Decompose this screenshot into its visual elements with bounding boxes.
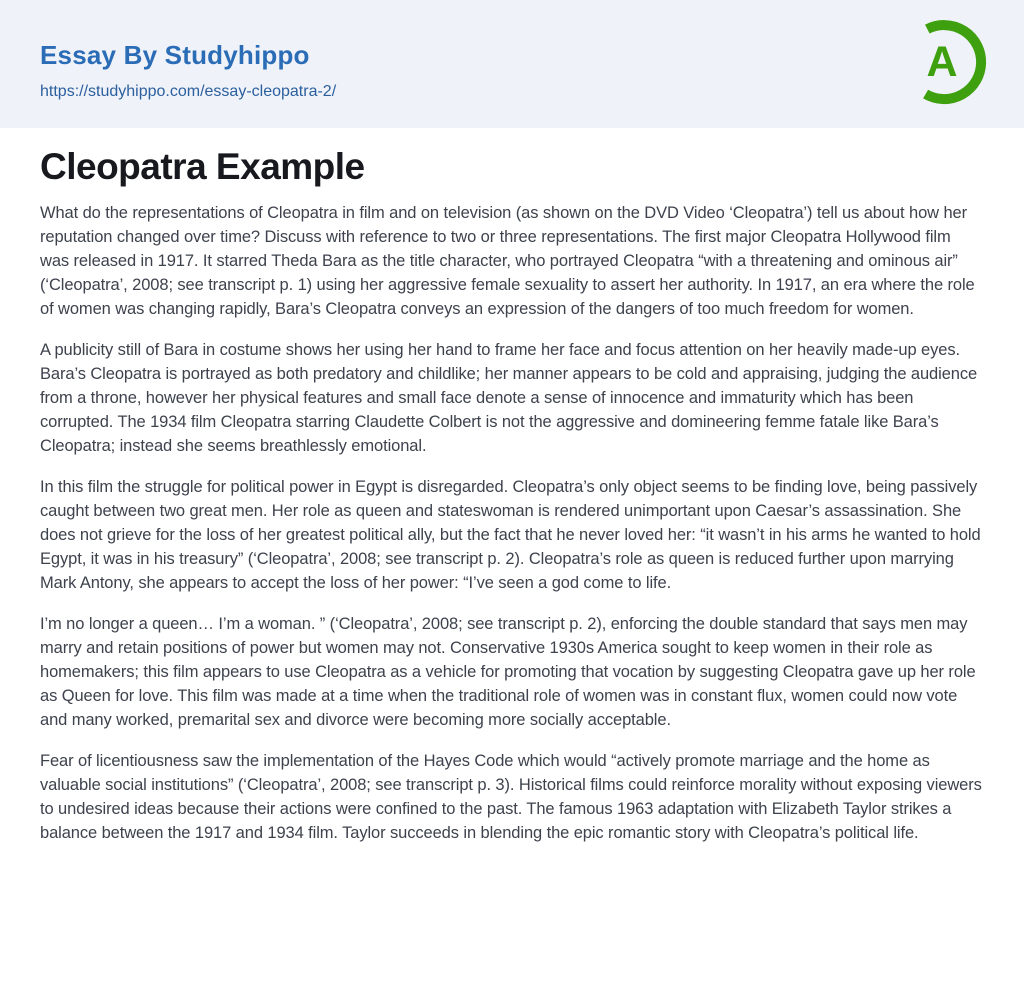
source-url-link[interactable]: https://studyhippo.com/essay-cleopatra-2/: [40, 83, 337, 100]
header-text: [40, 40, 336, 101]
studyhippo-logo: [901, 19, 987, 105]
essay-paragraph-4: I’m no longer a queen… I’m a woman. ” (‘Cleopatra’, 2008; see transcript p. 2), enforcing the double standard that says men may marry and retain positions of power but women may not. Conservative 1930s America sought to keep women in their role as homemakers; this film appears to use Cleopatra as a vehicle for promoting that vocation by suggesting Cleopatra gave up her role as Queen for love. This film was made at a time when the traditional role of women was in constant flux, women could now vote and many worked, premarital sex and divorce were becoming more socially acceptable.: [40, 615, 976, 729]
site-header: [0, 0, 1024, 128]
page-title: Cleopatra Example: [40, 146, 365, 187]
essay-paragraph-5: Fear of licentiousness saw the implementation of the Hayes Code which would “actively promote marriage and the home as valuable social institutions” (‘Cleopatra’, 2008; see transcript p. 3). Historical films could reinforce morality without exposing viewers to undesired ideas because their actions were confined to the past. The famous 1963 adaptation with Elizabeth Taylor strikes a balance between the 1917 and 1934 film. Taylor succeeds in blending the epic romantic story with Cleopatra’s political life.: [40, 752, 982, 842]
essay-paragraph-2: A publicity still of Bara in costume shows her using her hand to frame her face and focus attention on her heavily made-up eyes. Bara’s Cleopatra is portrayed as both predatory and childlike; her manner appears to be cold and appraising, judging the audience from a throne, however her physical features and small face denote a sense of innocence and immaturity which has been corrupted. The 1934 film Cleopatra starring Claudette Colbert is not the aggressive and domineering femme fatale like Bara’s Cleopatra; instead she seems breathlessly emotional.: [40, 341, 978, 455]
essay-paragraph-3: In this film the struggle for political power in Egypt is disregarded. Cleopatra’s only object seems to be finding love, being passively caught between two great men. Her role as queen and stateswoman is rendered unimportant upon Caesar’s assassination. She does not grieve for the loss of her greatest political ally, but the fact that he never loved her: “it wasn’t in his arms he wanted to hold Egypt, it was in his treasury” (‘Cleopatra’, 2008; see transcript p. 2). Cleopatra’s role as queen is reduced further upon marrying Mark Antony, she appears to accept the loss of her power: “I’ve seen a god come to life.: [40, 478, 981, 592]
essay-paragraph-1: What do the representations of Cleopatra in film and on television (as shown on the DVD Video ‘Cleopatra’) tell us about how her reputation changed over time? Discuss with reference to two or three representations. The first major Cleopatra Hollywood film was released in 1917. It starred Theda Bara as the title character, who portrayed Cleopatra “with a threatening and ominous air” (‘Cleopatra’, 2008; see transcript p. 1) using her aggressive female sexuality to assert her authority. In 1917, an era where the role of women was changing rapidly, Bara’s Cleopatra conveys an expression of the dangers of too much freedom for women.: [40, 204, 975, 318]
logo-letter: A: [926, 38, 958, 86]
site-byline: Essay By Studyhippo: [40, 40, 310, 70]
essay-content: [0, 128, 1024, 845]
